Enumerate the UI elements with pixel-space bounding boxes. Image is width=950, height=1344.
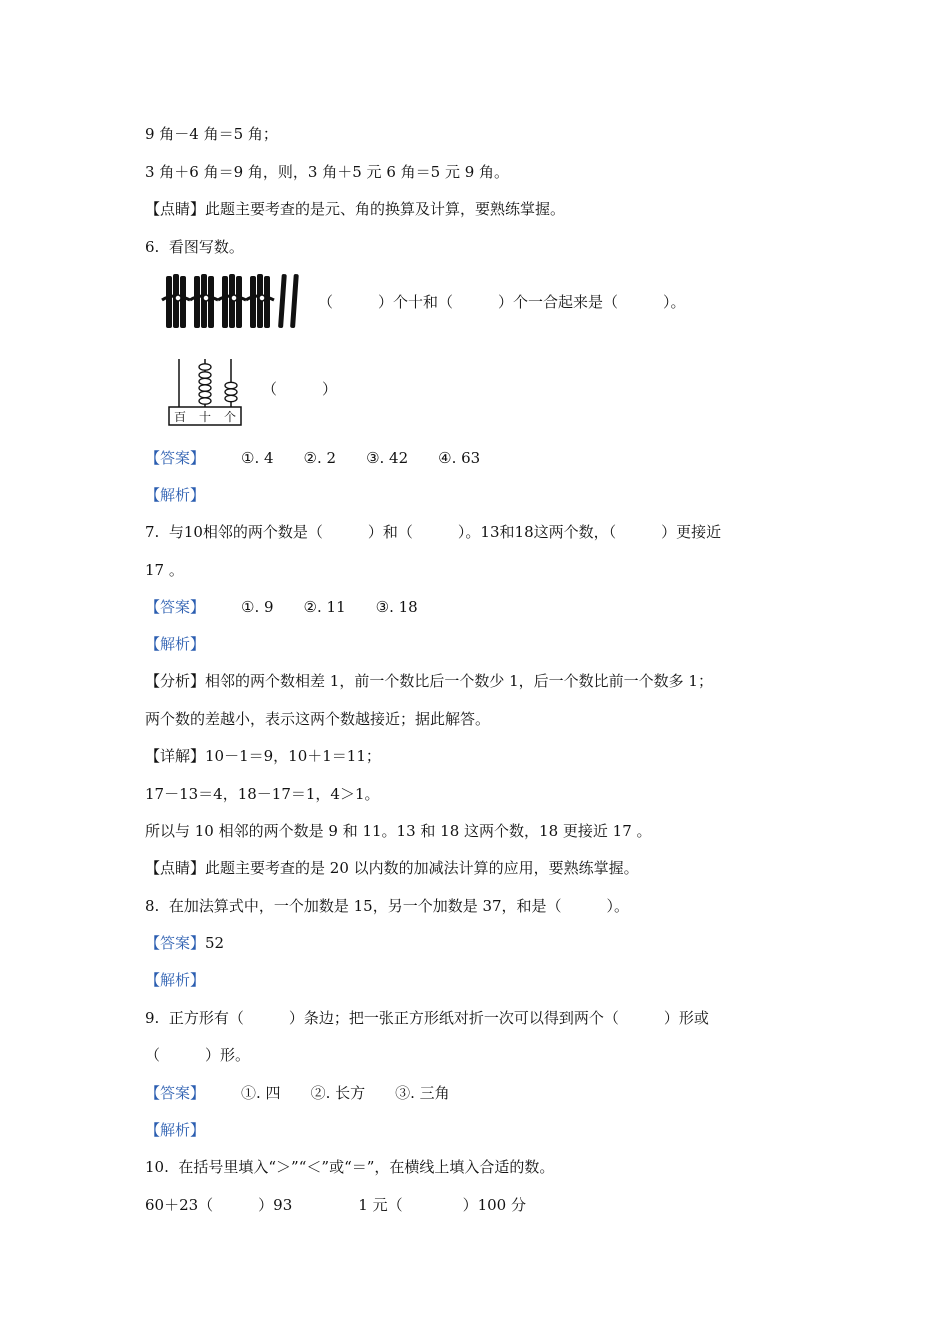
answer-item: ①. 四 bbox=[241, 1084, 281, 1102]
stick-bundles-figure bbox=[160, 270, 310, 334]
answer-item: ①. 4 bbox=[241, 449, 274, 467]
answer-item: ②. 11 bbox=[303, 598, 346, 616]
analysis-tag-9: 【解析】 bbox=[145, 1121, 206, 1139]
question-8: 8. 在加法算式中，一个加数是 15，另一个加数是 37，和是（ ）。 bbox=[145, 897, 630, 915]
dianjing-line: 【点睛】此题主要考查的是元、角的换算及计算，要熟练掌握。 bbox=[145, 200, 566, 218]
analysis-tag-7: 【解析】 bbox=[145, 635, 206, 653]
abacus-bead bbox=[225, 389, 237, 395]
answer-item: ③. 三角 bbox=[395, 1084, 450, 1102]
answer-item: ③. 18 bbox=[375, 598, 418, 616]
abacus-bead bbox=[199, 364, 211, 370]
stick-bundle bbox=[190, 274, 218, 328]
answer-item: ②. 2 bbox=[303, 449, 337, 467]
answer-item: 52 bbox=[205, 934, 225, 952]
dianjing-line: 【点睛】此题主要考查的是 20 以内数的加减法计算的应用，要熟练掌握。 bbox=[145, 859, 639, 877]
answer-item: ①. 9 bbox=[241, 598, 274, 616]
fenxi-line: 两个数的差越小，表示这两个数越接近；据此解答。 bbox=[145, 710, 491, 728]
comparison-item: 60＋23（ ）93 bbox=[145, 1196, 293, 1214]
xiangjie-line: 17－13＝4，18－17＝1，4＞1。 bbox=[145, 785, 380, 803]
abacus-bead bbox=[199, 372, 211, 378]
abacus-bead bbox=[225, 382, 237, 388]
answer-tag: 【答案】 bbox=[145, 934, 206, 952]
abacus-question-text: （ ） bbox=[262, 380, 338, 398]
abacus-label-tens: 十 bbox=[198, 410, 212, 424]
stick-bundle bbox=[246, 274, 274, 328]
single-stick bbox=[290, 274, 299, 328]
abacus-bead bbox=[199, 391, 211, 397]
answer-line-9 bbox=[145, 1083, 450, 1103]
question-6: 6. 看图写数。 bbox=[145, 238, 244, 256]
answer-tag: 【答案】 bbox=[145, 598, 206, 616]
abacus-bead bbox=[225, 395, 237, 401]
single-stick bbox=[278, 274, 287, 328]
answer-line-7 bbox=[145, 597, 418, 617]
answer-item: ④. 63 bbox=[438, 449, 481, 467]
xiangjie-line: 所以与 10 相邻的两个数是 9 和 11。13 和 18 这两个数，18 更接近 17 。 bbox=[145, 822, 652, 840]
question-10: 10. 在括号里填入“＞”“＜”或“＝”，在横线上填入合适的数。 bbox=[145, 1158, 555, 1176]
answer-tag: 【答案】 bbox=[145, 449, 206, 467]
sticks-question-text: （ ）个十和（ ）个一合起来是（ ）。 bbox=[318, 293, 686, 311]
answer-line-6 bbox=[145, 448, 480, 468]
analysis-tag-8: 【解析】 bbox=[145, 971, 206, 989]
text-line: 3 角＋6 角＝9 角，则，3 角＋5 元 6 角＝5 元 9 角。 bbox=[145, 163, 510, 181]
answer-line-8 bbox=[145, 933, 224, 953]
question-9-cont: （ ）形。 bbox=[145, 1046, 251, 1064]
abacus-bead bbox=[199, 378, 211, 384]
answer-tag: 【答案】 bbox=[145, 1084, 206, 1102]
abacus-label-hundreds: 百 bbox=[173, 410, 187, 424]
analysis-tag-6: 【解析】 bbox=[145, 486, 206, 504]
question-9: 9. 正方形有（ ）条边；把一张正方形纸对折一次可以得到两个（ ）形或 bbox=[145, 1009, 709, 1027]
question-7: 7. 与10相邻的两个数是（ ）和（ ）。13和18这两个数，（ ）更接近 bbox=[145, 523, 722, 541]
abacus-bead bbox=[199, 398, 211, 404]
abacus-label-ones: 个 bbox=[223, 410, 237, 424]
text-line: 9 角－4 角＝5 角； bbox=[145, 125, 278, 143]
answer-item: ③. 42 bbox=[366, 449, 409, 467]
answer-item: ②. 长方 bbox=[310, 1084, 366, 1102]
question-7-cont: 17 。 bbox=[145, 561, 184, 579]
abacus-figure bbox=[165, 355, 245, 427]
fenxi-line: 【分析】相邻的两个数相差 1，前一个数比后一个数少 1，后一个数比前一个数多 1； bbox=[145, 672, 713, 690]
comparison-item: 1 元（ ）100 分 bbox=[358, 1196, 526, 1214]
stick-bundle bbox=[218, 274, 246, 328]
xiangjie-line: 【详解】10－1＝9，10＋1＝11； bbox=[145, 747, 381, 765]
stick-bundle bbox=[162, 274, 190, 328]
question-10-items bbox=[145, 1195, 526, 1215]
abacus-bead bbox=[199, 385, 211, 391]
